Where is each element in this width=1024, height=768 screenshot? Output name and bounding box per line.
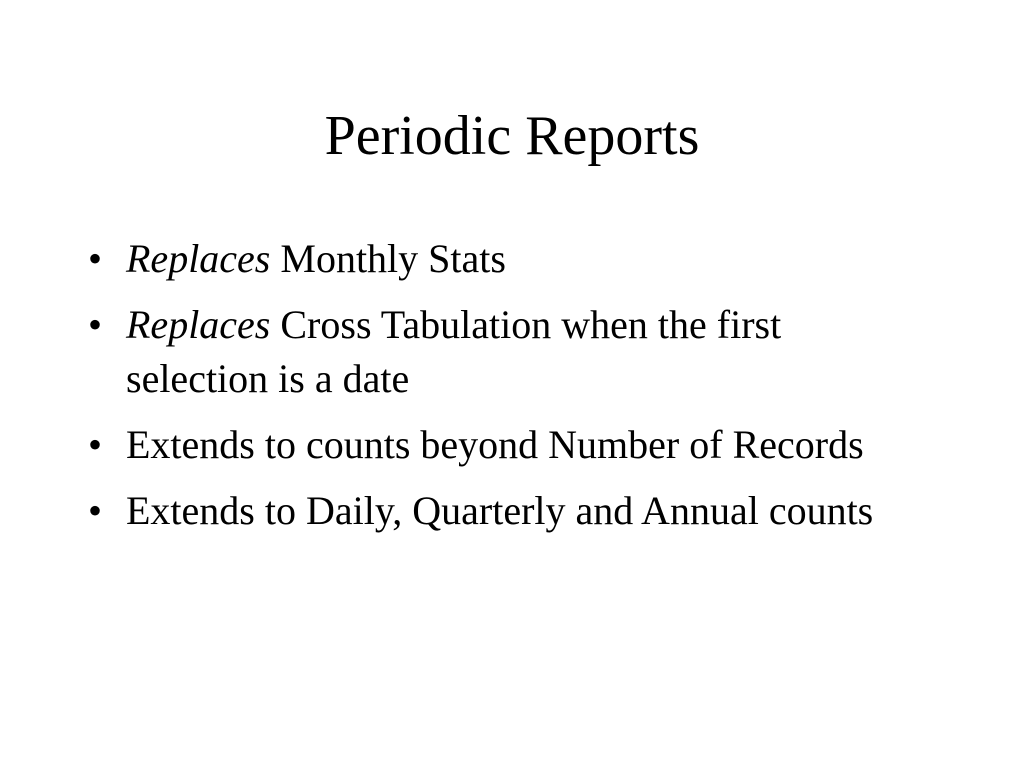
slide-title: Periodic Reports bbox=[324, 105, 700, 167]
bullet-icon: • bbox=[88, 302, 103, 347]
bullet-item bbox=[88, 298, 888, 406]
bullet-text: Cross Tabulation when the first selection is a date bbox=[126, 302, 782, 401]
bullet-item bbox=[88, 232, 888, 286]
bullet-item bbox=[88, 484, 888, 538]
bullet-emphasis: Replaces bbox=[126, 236, 271, 281]
bullet-item bbox=[88, 418, 888, 472]
bullet-text: Monthly Stats bbox=[270, 236, 506, 281]
bullet-icon: • bbox=[88, 422, 103, 467]
bullet-text: Extends to Daily, Quarterly and Annual counts bbox=[126, 488, 874, 533]
bullet-text: Extends to counts beyond Number of Records bbox=[126, 422, 864, 467]
bullet-emphasis: Replaces bbox=[126, 302, 271, 347]
bullet-icon: • bbox=[88, 236, 103, 281]
bullet-icon: • bbox=[88, 488, 103, 533]
bullet-list bbox=[88, 232, 888, 550]
